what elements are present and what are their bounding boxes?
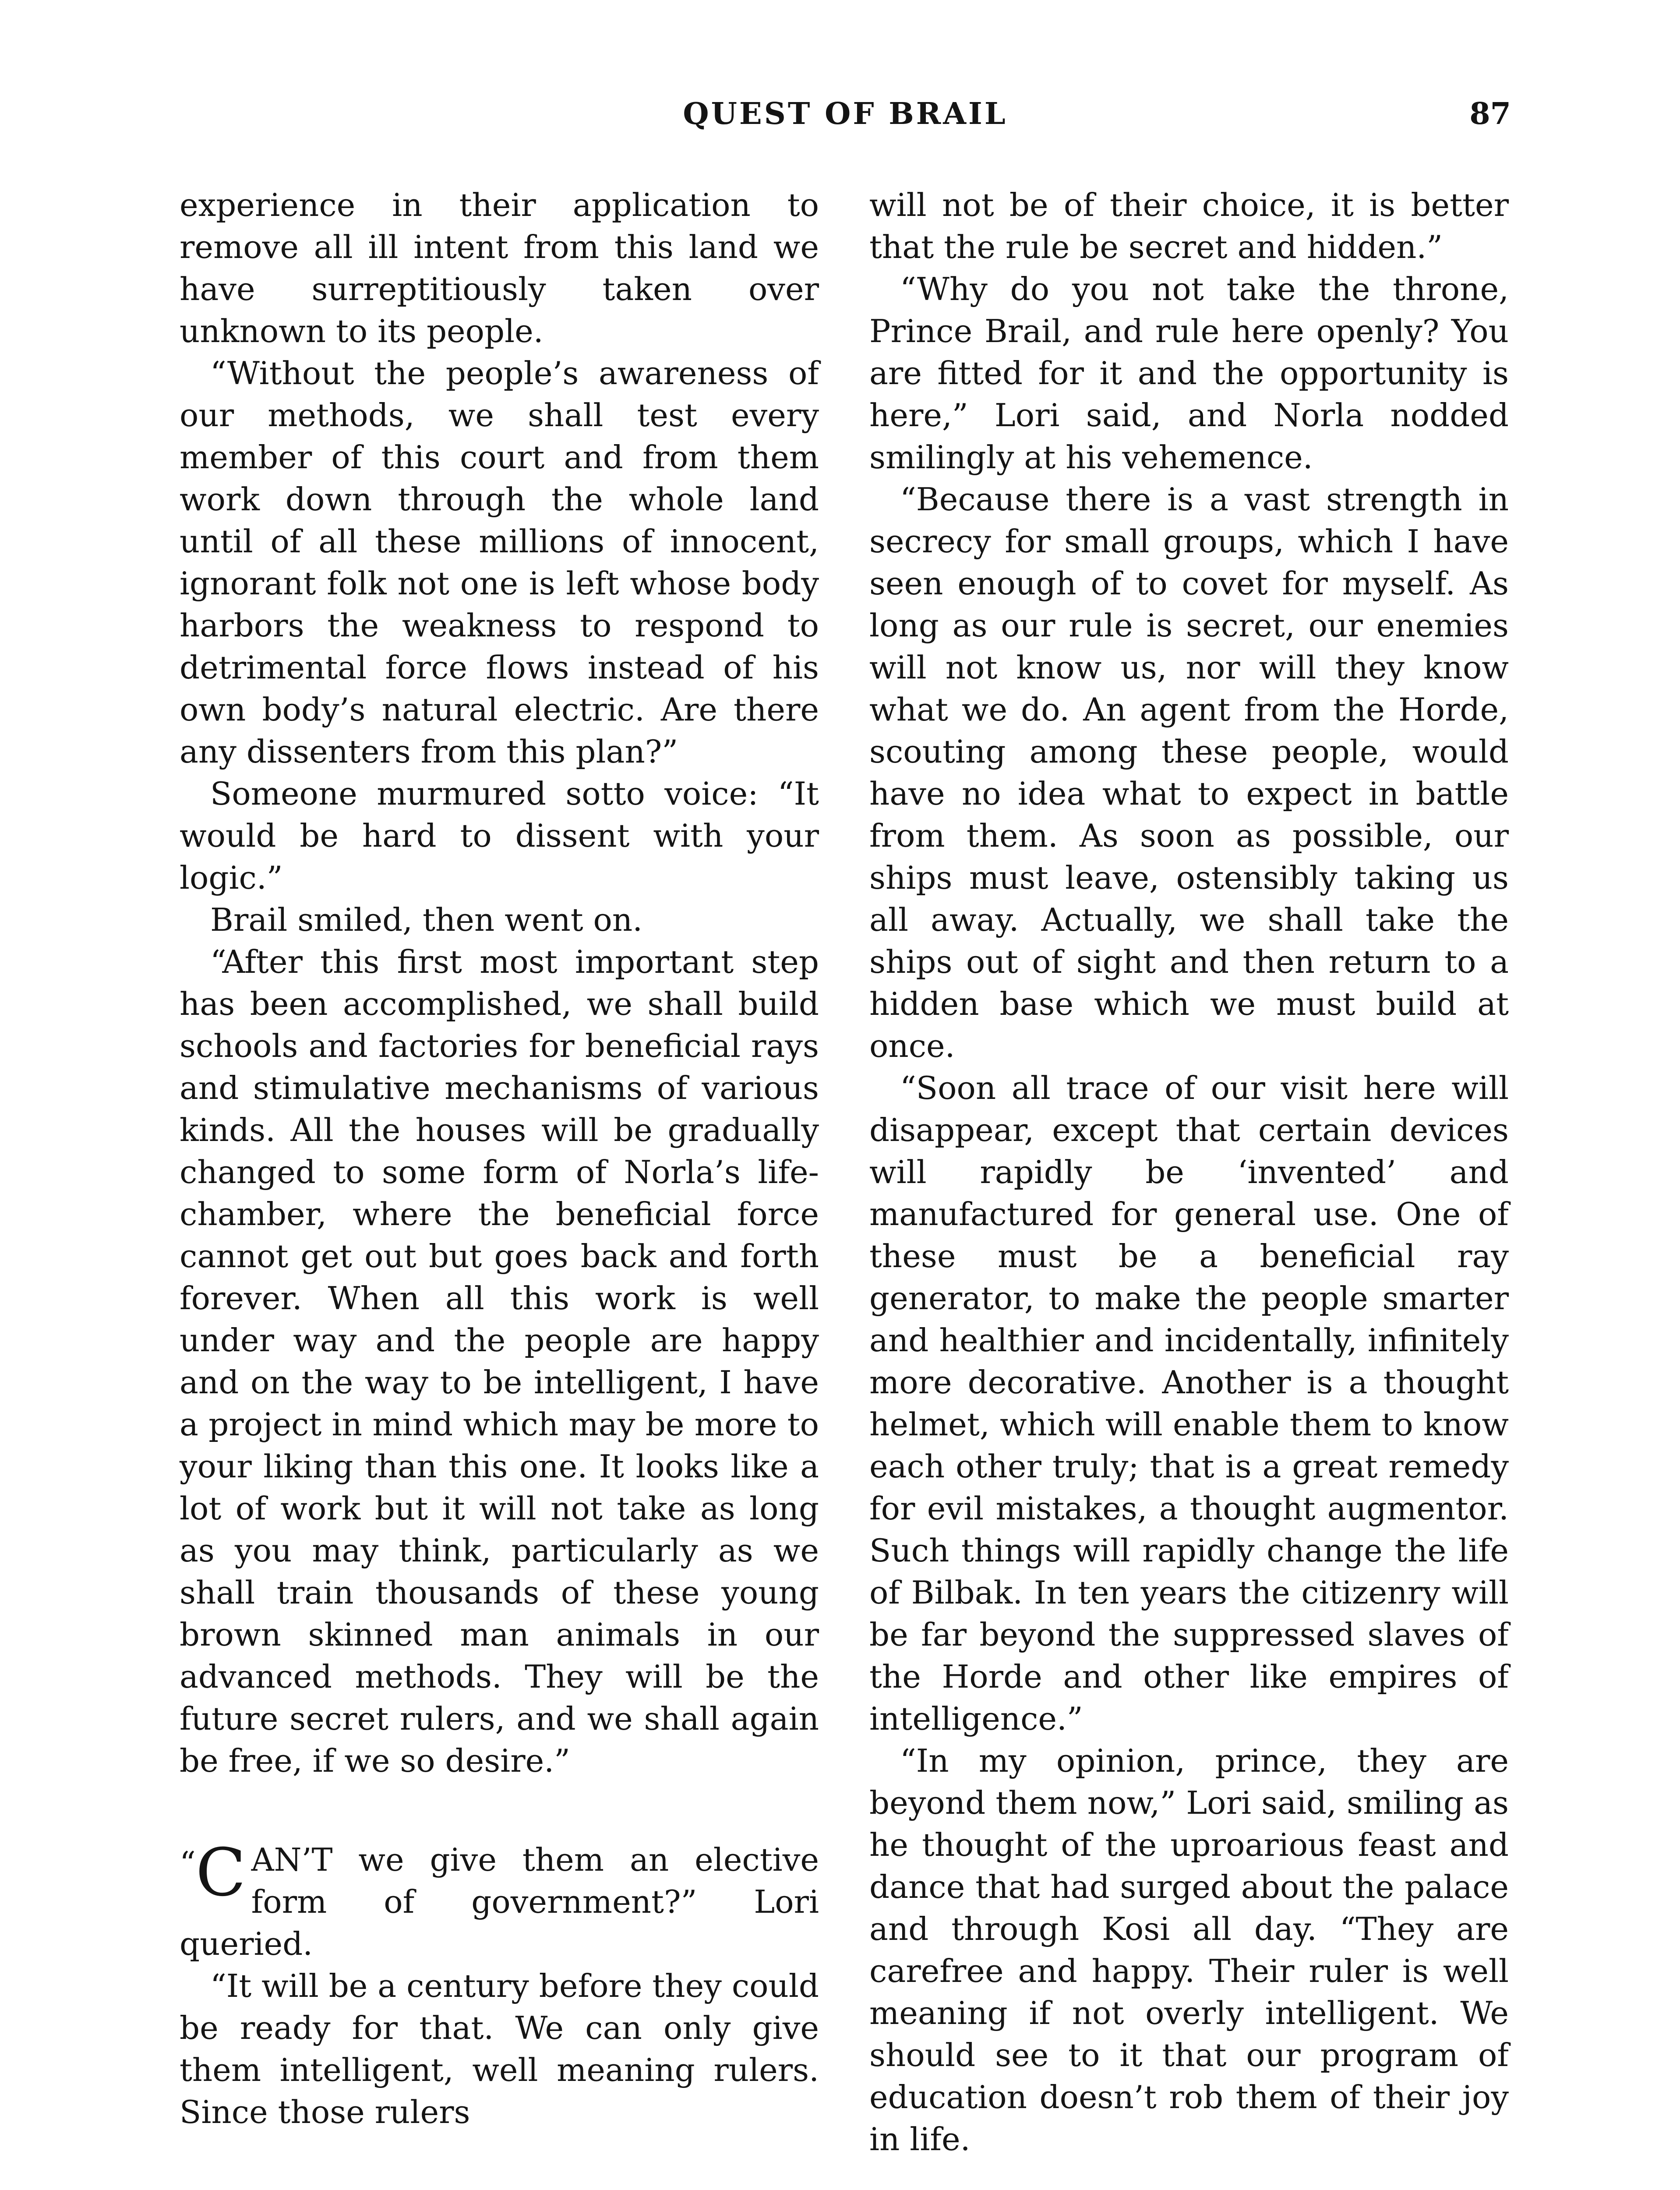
paragraph: Brail smiled, then went on.	[210, 901, 643, 938]
paragraph: “Soon all trace of our visit here will disappear, except that certain devices will rapidly be ‘invented’ and manufactured for general use. One of these must be a beneficial ray generator, to make the people smarter and healthier and incidentally, infinitely more decorative. Another is a thought helmet, which will enable them to know each other truly; that is a great remedy for evil mistakes, a thought augmentor. Such things will rapidly change the life of Bilbak. In ten years the citizenry will be far beyond the suppressed slaves of the Horde and other like empires of intelligence.”	[869, 1070, 1509, 1737]
paragraph: “In my opinion, prince, they are beyond them now,” Lori said, smiling as he thought of the uproarious feast and dance that had surged about the palace and through Kosi all day. “They are carefree and happy. Their ruler is well meaning if not overly intelligent. We should see to it that our program of education doesn’t rob them of their joy in life.	[869, 1742, 1509, 2158]
page-header	[180, 96, 1511, 145]
paragraph: experience in their application to remove all ill intent from this land we have surreptitiously taken over unknown to its people.	[180, 187, 819, 350]
paragraph-text: AN’T we give them an elective form of government?” Lori queried.	[180, 1841, 819, 1962]
paragraph-dropcap	[180, 1835, 819, 1965]
drop-cap	[180, 1835, 246, 1911]
paragraph: “It will be a century before they could be ready for that. We can only give them intelligent, well meaning rulers. Since those rulers	[180, 1967, 819, 2130]
paragraph: Someone murmured sotto voice: “It would be hard to dissent with your logic.”	[180, 775, 819, 896]
paragraph: “After this first most important step has been accomplished, we shall build schools and factories for beneficial rays and stimulative mechanisms of various kinds. All the houses will be gradually changed to some form of Norla’s life-chamber, where the beneficial force cannot get out but goes back and forth forever. When all this work is well under way and the people are happy and on the way to be intelligent, I have a project in mind which may be more to your liking than this one. It looks like a lot of work but it will not take as long as you may think, particularly as we shall train thousands of these young brown skinned man animals in our advanced methods. They will be the future secret rulers, and we shall again be free, if we so desire.”	[180, 943, 819, 1779]
paragraph: “Without the people’s awareness of our methods, we shall test every member of this court and from them work down through the whole land until of all these millions of innocent, ignorant folk not one is left whose body harbors the weakness to respond to detrimental force flows instead of his own body’s natural electric. Are there any dissenters from this plan?”	[180, 355, 819, 770]
section-break	[180, 1782, 819, 1839]
paragraph: will not be of their choice, it is better that the rule be secret and hidden.”	[869, 187, 1509, 265]
paragraph: “Why do you not take the throne, Prince Brail, and rule here openly? You are fitted for it and the opportunity is here,” Lori said, and Norla nodded smilingly at his vehemence.	[869, 271, 1509, 476]
drop-cap-letter: C	[195, 1835, 246, 1911]
page-number: 87	[1469, 96, 1511, 131]
right-column	[869, 184, 1509, 2160]
running-title: QUEST OF BRAIL	[683, 96, 1008, 131]
drop-cap-quote: “	[180, 1845, 196, 1882]
paragraph: “Because there is a vast strength in secrecy for small groups, which I have seen enough of to covet for myself. As long as our rule is secret, our enemies will not know us, nor will they know what we do. An agent from the Horde, scouting among these people, would have no idea what to expect in battle from them. As soon as possible, our ships must leave, ostensibly taking us all away. Actually, we shall take the ships out of sight and then return to a hidden base which we must build at once.	[869, 481, 1509, 1064]
left-column	[180, 184, 819, 2133]
